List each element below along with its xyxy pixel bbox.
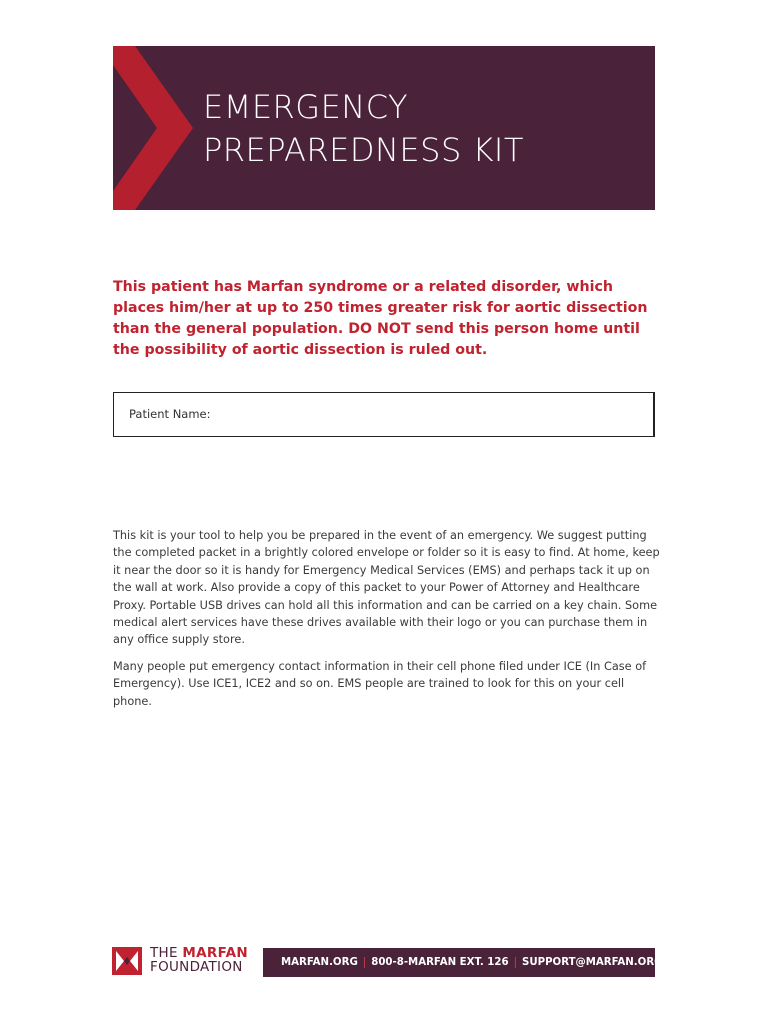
patient-name-field[interactable] — [113, 392, 655, 437]
page-title — [203, 86, 524, 172]
intro-paragraph: This kit is your tool to help you be prepared in the event of an emergency. We suggest putting the completed packet in a brightly colored envelope or folder so it is easy to find. At home, keep it near the door so it is handy for Emergency Medical Services (EMS) and perhaps tack it up on the wall at work. Also provide a copy of this packet to your Power of Attorney and Healthcare Proxy. Portable USB drives can hold all this information and can be carried on a key chain. Some medical alert services have these drives available with their logo or you can purchase them in any office supply store. — [113, 529, 660, 647]
marfan-foundation-logo — [112, 947, 262, 977]
title-line-2: PREPAREDNESS KIT — [203, 131, 524, 169]
ice-paragraph: Many people put emergency contact information in their cell phone filed under ICE (In Case of Emergency). Use ICE1, ICE2 and so on. EMS people are trained to look for this on your cell phone. — [113, 660, 647, 708]
logo-the: THE — [150, 945, 178, 961]
website-link[interactable]: MARFAN.ORG — [281, 957, 358, 968]
separator: | — [362, 957, 367, 968]
email-link[interactable]: SUPPORT@MARFAN.ORG — [522, 957, 663, 968]
separator: | — [513, 957, 518, 968]
title-line-1: EMERGENCY — [203, 88, 409, 126]
patient-name-label: Patient Name: — [129, 407, 211, 421]
footer-contact-bar — [263, 948, 663, 977]
logo-brand: MARFAN — [182, 945, 248, 961]
header-banner — [113, 46, 655, 210]
logo-foundation: FOUNDATION — [150, 958, 243, 975]
marfan-logo-icon — [112, 947, 142, 975]
logo-wordmark — [150, 947, 248, 974]
warning-text: This patient has Marfan syndrome or a related disorder, which places him/her at up to 250 times greater risk for aortic dissection than the general population. DO NOT send this person home until the possibility of aortic dissection is ruled out. — [113, 279, 648, 358]
chevron-graphic — [113, 46, 203, 210]
phone-number[interactable]: 800-8-MARFAN EXT. 126 — [371, 957, 509, 968]
